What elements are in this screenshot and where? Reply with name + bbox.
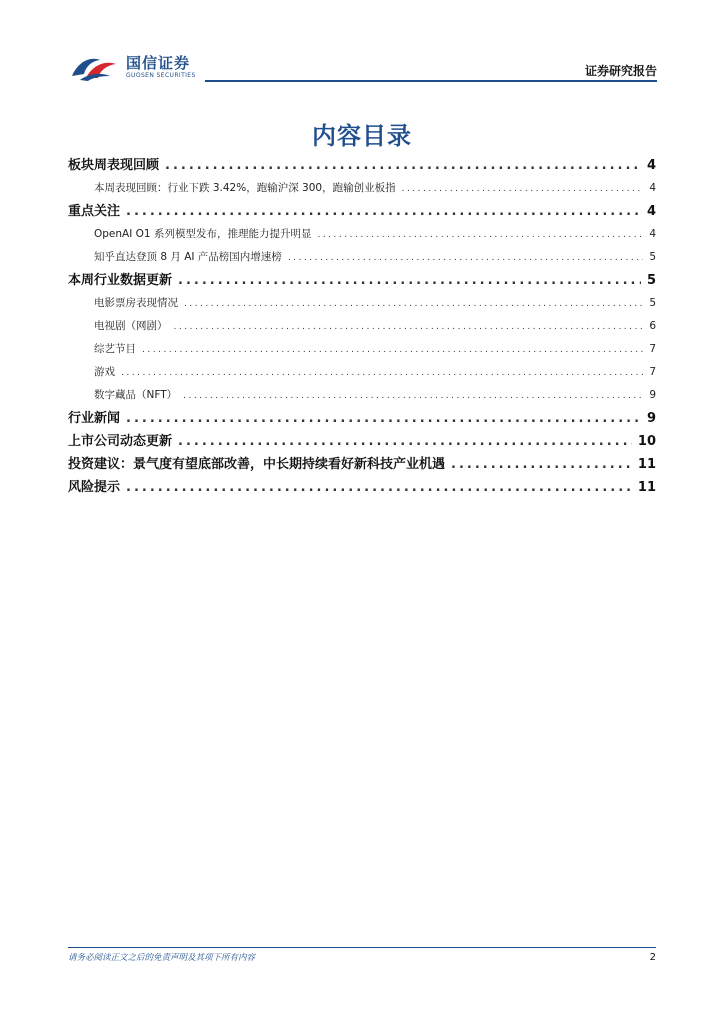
toc-entry-text: 行业新闻 bbox=[68, 411, 121, 426]
toc-entry-page: 5 bbox=[649, 297, 656, 309]
toc-entry-page: 9 bbox=[646, 411, 656, 426]
footer-divider bbox=[68, 947, 656, 948]
toc-entry-text: 投资建议：景气度有望底部改善，中长期持续看好新科技产业机遇 bbox=[68, 457, 446, 472]
toc-subsection-entry[interactable] bbox=[68, 361, 656, 384]
dot-leader bbox=[126, 200, 641, 223]
dot-leader bbox=[184, 293, 643, 316]
dot-leader bbox=[142, 339, 643, 362]
toc-subsection-entry[interactable] bbox=[68, 292, 656, 315]
dot-leader bbox=[183, 385, 643, 408]
report-type-label: 证券研究报告 bbox=[584, 64, 657, 78]
toc-entry-page: 4 bbox=[646, 158, 656, 173]
company-logo bbox=[70, 52, 196, 82]
toc-entry-page: 11 bbox=[637, 457, 656, 472]
toc-section-entry[interactable] bbox=[68, 476, 656, 499]
toc-entry-text: 数字藏品（NFT） bbox=[94, 389, 178, 401]
toc-subsection-entry[interactable] bbox=[68, 177, 656, 200]
dot-leader bbox=[178, 430, 632, 453]
dot-leader bbox=[288, 247, 644, 270]
logo-chinese-name: 国信证券 bbox=[126, 53, 191, 72]
dot-leader bbox=[451, 453, 632, 476]
toc-subsection-entry[interactable] bbox=[68, 223, 656, 246]
toc-entry-page: 6 bbox=[649, 320, 656, 332]
toc-section-entry[interactable] bbox=[68, 407, 656, 430]
logo-english-name: GUOSEN SECURITIES bbox=[126, 71, 196, 79]
dot-leader bbox=[174, 316, 644, 339]
toc-subsection-entry[interactable] bbox=[68, 315, 656, 338]
toc-entry-page: 4 bbox=[649, 228, 656, 240]
toc-entry-text: 电视剧（网剧） bbox=[94, 320, 168, 332]
toc-section-entry[interactable] bbox=[68, 200, 656, 223]
dot-leader bbox=[402, 178, 644, 201]
page-number: 2 bbox=[649, 952, 656, 963]
dot-leader bbox=[126, 407, 641, 430]
toc-subsection-entry[interactable] bbox=[68, 384, 656, 407]
toc-entry-page: 4 bbox=[646, 204, 656, 219]
toc-subsection-entry[interactable] bbox=[68, 338, 656, 361]
toc-entry-page: 4 bbox=[649, 182, 656, 194]
toc-subsection-entry[interactable] bbox=[68, 246, 656, 269]
toc-entry-page: 5 bbox=[649, 251, 656, 263]
toc-entry-page: 5 bbox=[646, 273, 656, 288]
toc-section-entry[interactable] bbox=[68, 453, 656, 476]
toc-entry-page: 11 bbox=[637, 480, 656, 495]
dot-leader bbox=[317, 224, 643, 247]
toc-entry-page: 10 bbox=[637, 434, 656, 449]
toc-entry-text: 重点关注 bbox=[68, 204, 121, 219]
page-header bbox=[0, 0, 724, 90]
toc-entry-text: 板块周表现回顾 bbox=[68, 158, 160, 173]
toc-entry-page: 9 bbox=[649, 389, 656, 401]
guosen-logo-icon bbox=[70, 52, 120, 82]
toc-entry-page: 7 bbox=[649, 366, 656, 378]
disclaimer-note: 请务必阅读正文之后的免责声明及其项下所有内容 bbox=[68, 953, 256, 963]
toc-entry-text: OpenAI O1 系列模型发布，推理能力提升明显 bbox=[94, 228, 312, 240]
toc-title: 内容目录 bbox=[312, 122, 412, 150]
dot-leader bbox=[165, 154, 641, 177]
toc-entry-page: 7 bbox=[649, 343, 656, 355]
header-divider bbox=[205, 80, 657, 82]
toc-entry-text: 上市公司动态更新 bbox=[68, 434, 173, 449]
dot-leader bbox=[178, 269, 641, 292]
toc-entry-text: 电影票房表现情况 bbox=[94, 297, 178, 309]
toc-section-entry[interactable] bbox=[68, 154, 656, 177]
toc-entry-text: 游戏 bbox=[94, 366, 115, 378]
dot-leader bbox=[121, 362, 643, 385]
toc-entry-text: 综艺节目 bbox=[94, 343, 136, 355]
dot-leader bbox=[126, 476, 632, 499]
toc-entry-text: 知乎直达登顶 8 月 AI 产品榜国内增速榜 bbox=[94, 251, 282, 263]
toc-entry-text: 风险提示 bbox=[68, 480, 121, 495]
toc-section-entry[interactable] bbox=[68, 269, 656, 292]
toc-section-entry[interactable] bbox=[68, 430, 656, 453]
toc-entry-text: 本周行业数据更新 bbox=[68, 273, 173, 288]
toc-entry-text: 本周表现回顾：行业下跌 3.42%，跑输沪深 300，跑输创业板指 bbox=[94, 182, 396, 194]
table-of-contents bbox=[68, 154, 656, 499]
